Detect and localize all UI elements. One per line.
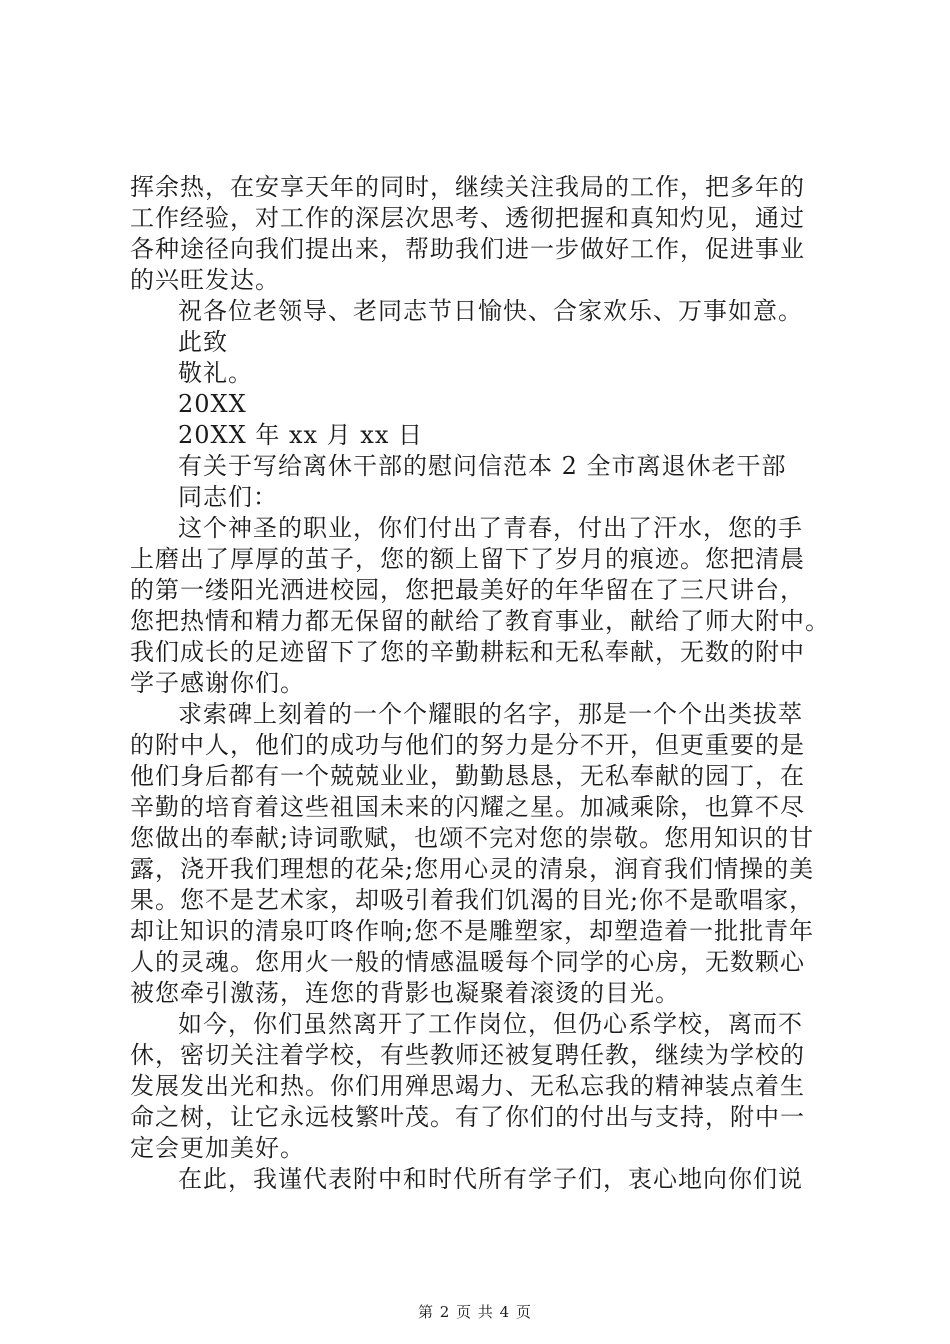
signature-year: 20XX (178, 390, 247, 418)
text-line: 各种途径向我们提出来，帮助我们进一步做好工作，促进事业 (130, 235, 805, 263)
text-line: 被您牵引激荡，连您的背影也凝聚着滚烫的目光。 (130, 979, 680, 1007)
text-line: 挥余热，在安享天年的同时，继续关注我局的工作，把多年的 (130, 173, 805, 201)
text-line: 定会更加美好。 (130, 1134, 305, 1162)
text-line: 工作经验，对工作的深层次思考、透彻把握和真知灼见，通过 (130, 204, 805, 232)
text-line: 的第一缕阳光洒进校园，您把最美好的年华留在了三尺讲台， (130, 576, 805, 604)
text-line: 他们身后都有一个兢兢业业，勤勤恳恳，无私奉献的园丁，在 (130, 762, 805, 790)
text-line: 发展发出光和热。你们用殚思竭力、无私忘我的精神装点着生 (130, 1072, 805, 1100)
text-line: 却让知识的清泉叮咚作响;您不是雕塑家，却塑造着一批批青年 (130, 917, 815, 945)
text-line: 的兴旺发达。 (130, 266, 280, 294)
text-line: 人的灵魂。您用火一般的情感温暖每个同学的心房，无数颗心 (130, 948, 805, 976)
signature-date: 20XX 年 xx 月 xx 日 (178, 421, 423, 449)
text-line: 这个神圣的职业，你们付出了青春，付出了汗水，您的手 (178, 514, 803, 542)
section-title: 有关于写给离休干部的慰问信范本 2 全市离退休老干部 (178, 452, 787, 480)
page-number-footer: 第 2 页 共 4 页 (418, 1303, 532, 1321)
text-line: 露，浇开我们理想的花朵;您用心灵的清泉，润育我们情操的美 (130, 855, 815, 883)
text-line: 在此，我谨代表附中和时代所有学子们，衷心地向你们说 (178, 1165, 803, 1193)
text-line: 上磨出了厚厚的茧子，您的额上留下了岁月的痕迹。您把清晨 (130, 545, 805, 573)
text-line: 学子感谢你们。 (130, 669, 305, 697)
text-line: 我们成长的足迹留下了您的辛勤耕耘和无私奉献，无数的附中 (130, 638, 805, 666)
text-line: 的附中人，他们的成功与他们的努力是分不开，但更重要的是 (130, 731, 805, 759)
text-line: 休，密切关注着学校，有些教师还被复聘任教，继续为学校的 (130, 1041, 805, 1069)
greeting: 同志们： (178, 483, 278, 511)
salutation-jingli: 敬礼。 (178, 359, 253, 387)
text-line: 您做出的奉献;诗词歌赋，也颂不完对您的崇敬。您用知识的甘 (130, 824, 815, 852)
text-line: 辛勤的培育着这些祖国未来的闪耀之星。加减乘除，也算不尽 (130, 793, 805, 821)
text-line: 命之树，让它永远枝繁叶茂。有了你们的付出与支持，附中一 (130, 1103, 805, 1131)
text-line: 如今，你们虽然离开了工作岗位，但仍心系学校，离而不 (178, 1010, 803, 1038)
text-line: 果。您不是艺术家，却吸引着我们饥渴的目光;你不是歌唱家， (130, 886, 815, 914)
text-line: 您把热情和精力都无保留的献给了教育事业，献给了师大附中。 (130, 607, 830, 635)
text-line: 求索碑上刻着的一个个耀眼的名字，那是一个个出类拔萃 (178, 700, 803, 728)
letter-body (130, 172, 840, 1195)
salutation-cizhi: 此致 (178, 328, 228, 356)
closing-wishes: 祝各位老领导、老同志节日愉快、合家欢乐、万事如意。 (178, 297, 803, 325)
